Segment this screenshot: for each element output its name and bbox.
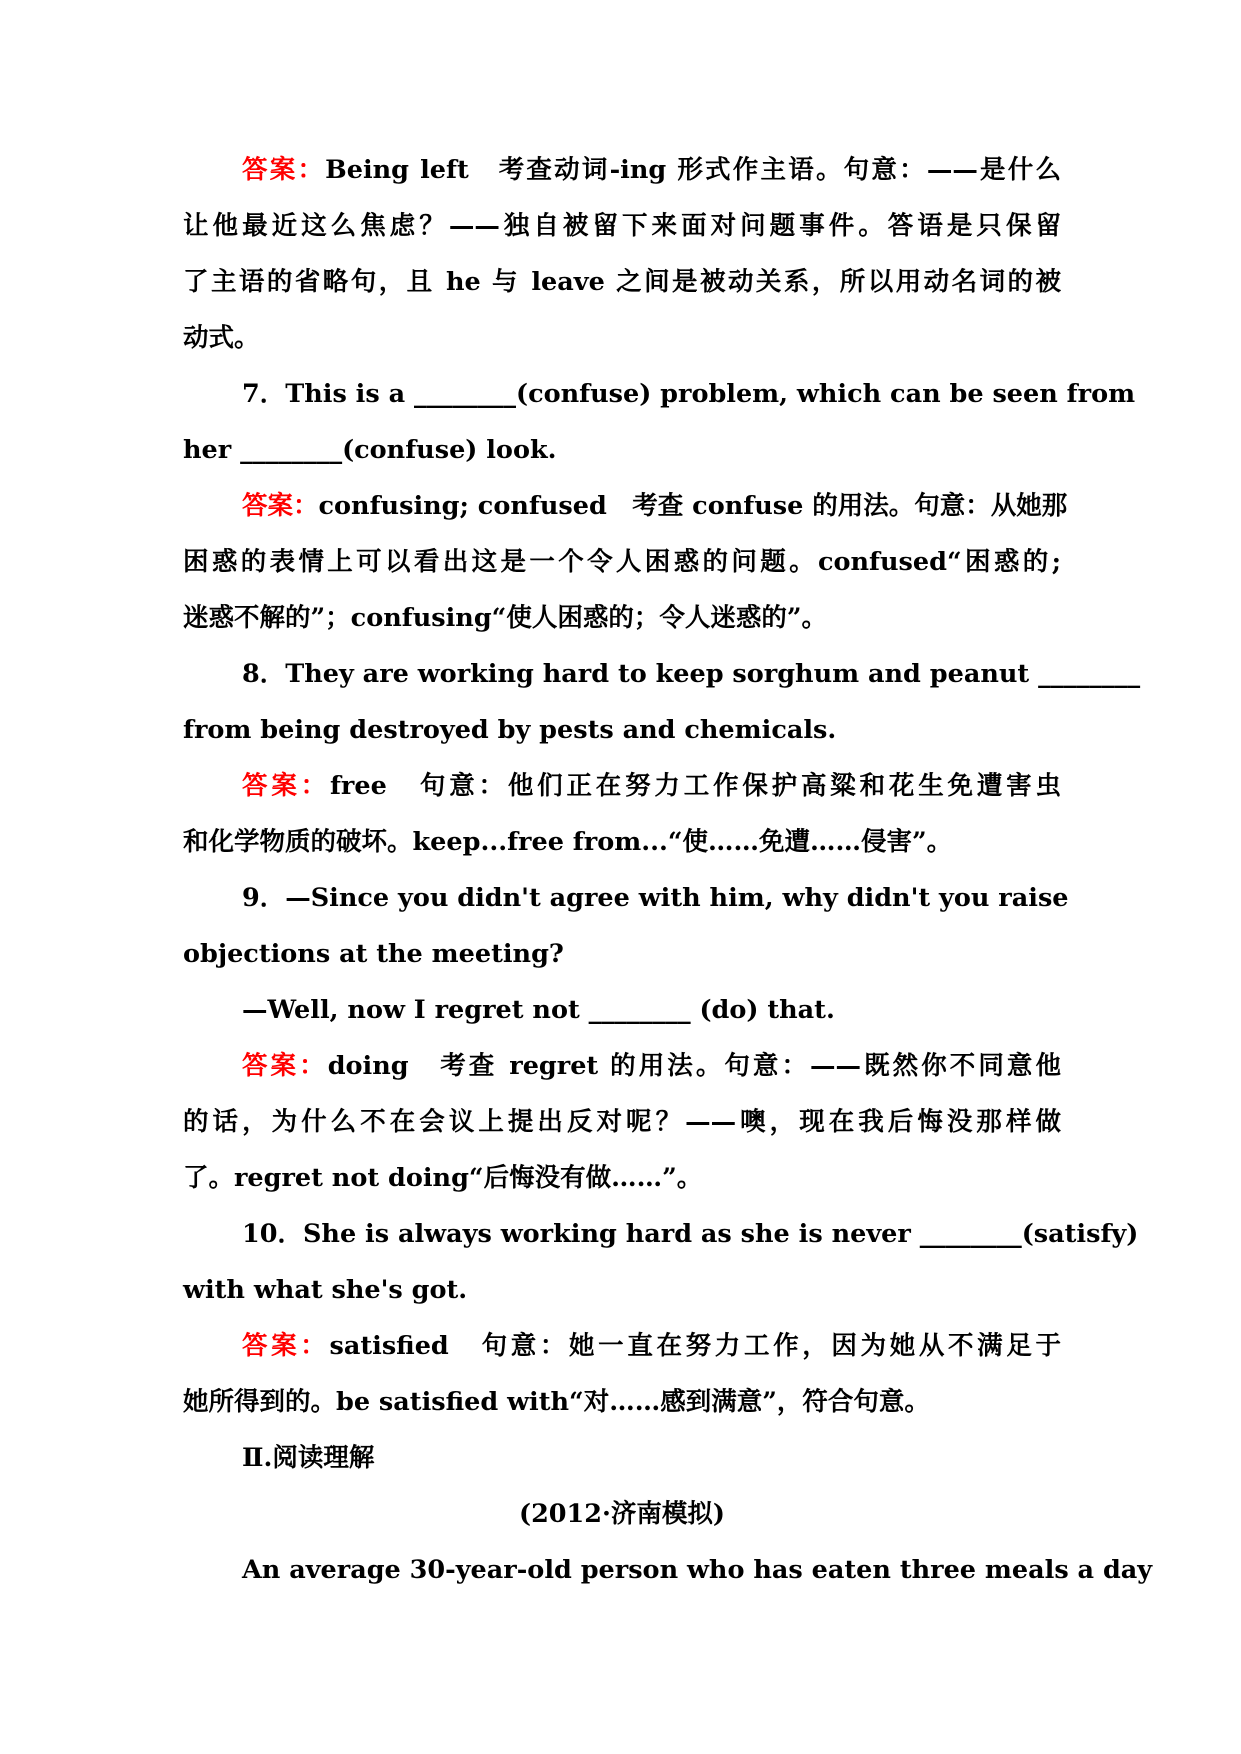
answer-8-line-1: 答案：free 句意：他们正在努力工作保护高粱和花生免遭害虫 — [242, 771, 1061, 801]
answer-8-line-2: 和化学物质的破坏。keep...free from...“使……免遭……侵害”。 — [183, 827, 953, 857]
answer-label: 答案： — [242, 771, 330, 801]
answer-10-line-2: 她所得到的。be satisfied with“对……感到满意”，符合句意。 — [183, 1387, 930, 1417]
answer-6-line-3: 了主语的省略句，且 he 与 leave 之间是被动关系，所以用动名词的被 — [183, 267, 1061, 297]
answer-9-line-3: 了。regret not doing“后悔没有做……”。 — [183, 1163, 703, 1193]
answer-7-line-1: 答案：confusing; confused 考查 confuse 的用法。句意：从她那 — [242, 491, 1068, 521]
question-8-line-1: 8．They are working hard to keep sorghum and peanut ________ — [242, 659, 1141, 689]
answer-6-line-1: 答案：Being left 考查动词-ing 形式作主语。句意：——是什么 — [242, 155, 1061, 185]
question-7-line-1: 7．This is a ________(confuse) problem, which can be seen from — [242, 379, 1136, 409]
section-heading: Ⅱ.阅读理解 — [242, 1443, 375, 1473]
question-10-line-2: with what she's got. — [183, 1275, 468, 1305]
question-9-line-2: objections at the meeting? — [183, 939, 564, 969]
answer-10-line-1: 答案：satisfied 句意：她一直在努力工作，因为她从不满足于 — [242, 1331, 1061, 1361]
answer-7-line-3: 迷惑不解的”；confusing“使人困惑的；令人迷惑的”。 — [183, 603, 828, 633]
passage-source: (2012·济南模拟) — [519, 1499, 725, 1529]
question-7-line-2: her ________(confuse) look. — [183, 435, 557, 465]
answer-9-line-1: 答案：doing 考查 regret 的用法。句意：——既然你不同意他 — [242, 1051, 1061, 1081]
answer-7-line-2: 困惑的表情上可以看出这是一个令人困惑的问题。confused“困惑的; — [183, 547, 1061, 577]
question-9-line-1: 9．—Since you didn't agree with him, why didn't you raise — [242, 883, 1069, 913]
answer-label: 答案： — [242, 1331, 330, 1361]
question-10-line-1: 10．She is always working hard as she is never ________(satisfy) — [242, 1219, 1139, 1249]
answer-label: 答案： — [242, 155, 326, 185]
passage-line-1: An average 30-year-old person who has eaten three meals a day — [242, 1555, 1153, 1585]
question-9-line-3: —Well, now I regret not ________ (do) that. — [242, 995, 835, 1025]
answer-6-line-4: 动式。 — [183, 323, 260, 353]
answer-9-line-2: 的话，为什么不在会议上提出反对呢？——噢，现在我后悔没那样做 — [183, 1107, 1061, 1137]
answer-6-line-2: 让他最近这么焦虑？——独自被留下来面对问题事件。答语是只保留 — [183, 211, 1061, 241]
question-8-line-2: from being destroyed by pests and chemicals. — [183, 715, 837, 745]
answer-label: 答案： — [242, 491, 319, 521]
answer-label: 答案： — [242, 1051, 328, 1081]
document-body — [183, 142, 1153, 1598]
